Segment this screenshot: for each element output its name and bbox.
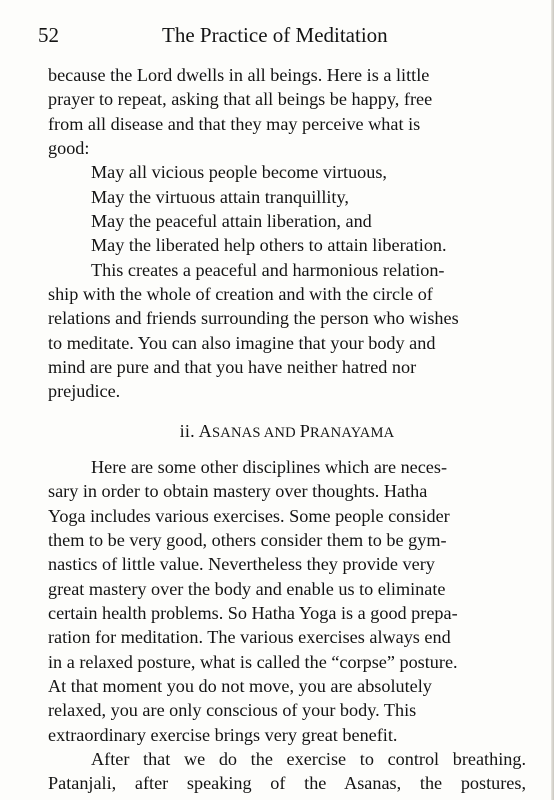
paragraph-harmonious-relationship: [48, 258, 526, 404]
text-line: them to be very good, others consider them to be gym-: [48, 529, 447, 550]
heading-initial: P: [299, 420, 311, 441]
page-body: [48, 63, 526, 796]
text-line: sary in order to obtain mastery over thoughts. Hatha: [48, 481, 428, 502]
paragraph-hatha-yoga: [48, 455, 526, 747]
text-line: certain health problems. So Hatha Yoga is a good prepa-: [48, 602, 458, 623]
text-line: relations and friends surrounding the person who wishes: [48, 308, 459, 329]
text-line: good:: [48, 138, 90, 159]
text-line: Patanjali, after speaking of the Asanas, the postures,: [48, 773, 526, 794]
text-line: Here are some other disciplines which are neces-: [91, 456, 448, 477]
verse-line: May the liberated help others to attain liberation.: [91, 235, 447, 256]
verse-line: May the virtuous attain tranquillity,: [91, 186, 349, 207]
heading-smallcaps: SANAS: [211, 424, 261, 441]
section-heading: [48, 419, 526, 445]
page-header: [38, 21, 508, 49]
running-title: The Practice of Meditation: [162, 23, 388, 47]
text-line: in a relaxed posture, what is called the “corpse” posture.: [48, 651, 458, 672]
text-line: great mastery over the body and enable us to eliminate: [48, 578, 446, 599]
prayer-verse: [48, 160, 526, 257]
heading-smallcaps: AND: [260, 424, 300, 441]
page-number: 52: [38, 23, 59, 47]
text-line: mind are pure and that you have neither hatred nor: [48, 357, 417, 378]
heading-initial: A: [198, 420, 212, 441]
text-line: prejudice.: [48, 381, 121, 402]
text-line: from all disease and that they may perceive what is: [48, 113, 421, 134]
text-line: because the Lord dwells in all beings. Here is a little: [48, 65, 430, 85]
text-line: ration for meditation. The various exercises always end: [48, 627, 451, 648]
verse-line: May the peaceful attain liberation, and: [91, 211, 372, 232]
text-line: After that we do the exercise to control breathing.: [91, 748, 526, 769]
section-numeral: ii.: [179, 420, 199, 441]
text-line: to meditate. You can also imagine that your body and: [48, 332, 436, 353]
paragraph-breathing: [48, 747, 526, 796]
text-line: relaxed, you are only conscious of your body. This: [48, 700, 417, 721]
paragraph-lord-dwells: [48, 63, 526, 160]
text-line: nastics of little value. Nevertheless they provide very: [48, 554, 435, 575]
verse-line: May all vicious people become virtuous,: [91, 162, 387, 183]
text-line: This creates a peaceful and harmonious relation-: [91, 259, 445, 280]
text-line: Yoga includes various exercises. Some people consider: [48, 505, 450, 526]
text-line: extraordinary exercise brings very great benefit.: [48, 724, 398, 745]
heading-smallcaps: RANAYAMA: [310, 424, 395, 441]
text-line: prayer to repeat, asking that all beings be happy, free: [48, 89, 433, 110]
text-line: At that moment you do not move, you are absolutely: [48, 675, 432, 696]
text-line: ship with the whole of creation and with the circle of: [48, 284, 433, 305]
